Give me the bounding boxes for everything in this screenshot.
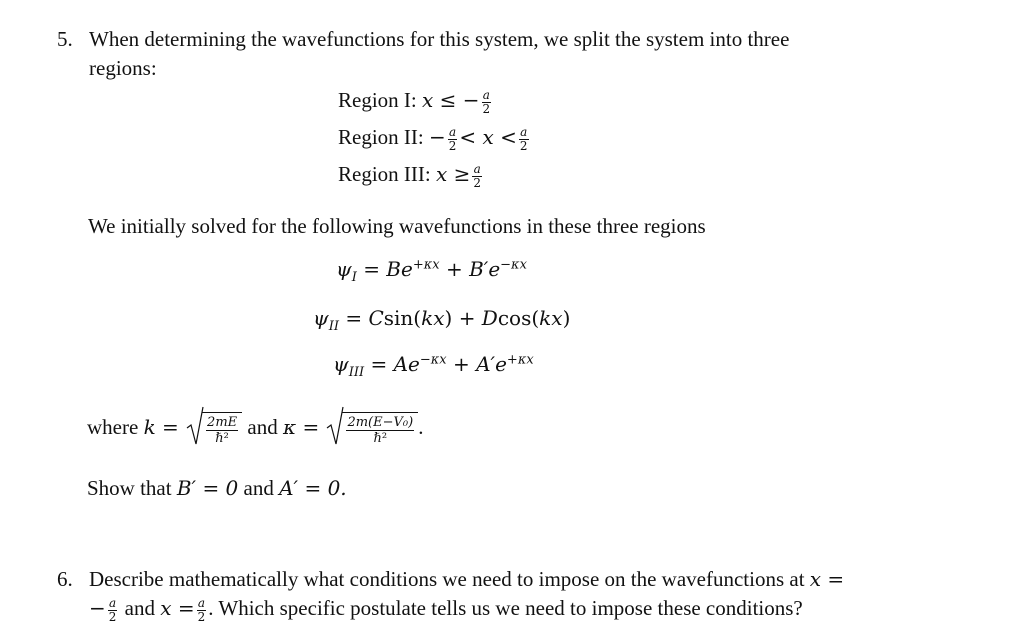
question-5-line-1: When determining the wavefunctions for this system, we split the system into three bbox=[89, 27, 790, 51]
question-5-number: 5. bbox=[57, 27, 73, 51]
question-6-line-2: − $\frac{a}{2}$ and x = $\frac{a}{2}$ . Which specific postulate tells us we need to impose these conditions? bbox=[89, 595, 803, 624]
wavefunctions-intro: We initially solved for the following wavefunctions in these three regions bbox=[88, 214, 706, 238]
question-6-line-1: Describe mathematically what conditions we need to impose on the wavefunctions at x = bbox=[89, 567, 845, 591]
wave-number-definitions: where k = $\frac{2mE}{\text{ℏ²}}$ and κ = $\frac{\text{2m(E−V₀)}}{\text{ℏ²}}$ . bbox=[87, 412, 423, 446]
sqrt-kappa: $\frac{\text{2m(E−V₀)}}{\text{ℏ²}}$ bbox=[342, 412, 418, 446]
fraction-a-over-2: $\frac{a}{2}$ bbox=[519, 124, 528, 153]
wavefunction-region-2: $\psi_{II} = Csin(kx) + Dcos(kx)$ bbox=[313, 306, 571, 334]
fraction-a-over-2: $\frac{a}{2}$ bbox=[473, 161, 482, 190]
fraction-a-over-2: $\frac{a}{2}$ bbox=[108, 595, 117, 624]
region-2-label: Region II: bbox=[338, 125, 424, 149]
and-word: and bbox=[247, 414, 278, 439]
region-2: Region II: − $\frac{a}{2}$ < x < $\frac{a}{2}$ bbox=[338, 124, 528, 153]
question-6-number: 6. bbox=[57, 567, 73, 591]
region-3: Region III: x ≥ $\frac{a}{2}$ bbox=[338, 161, 482, 190]
wavefunction-region-1: $\psi_I = Be^{+\kappa x} + B'e^{-\kappa x}$ bbox=[336, 257, 527, 285]
where-word: where bbox=[87, 414, 139, 439]
fraction-a-over-2: $\frac{a}{2}$ bbox=[448, 124, 457, 153]
show-that-statement: Show that B′ = 0 and A′ = 0. bbox=[87, 476, 347, 500]
wavefunction-region-3: $\psi_{III} = Ae^{-\kappa x} + A'e^{+\kappa x}$ bbox=[333, 352, 534, 380]
region-1: Region I: x ≤ − $\frac{a}{2}$ bbox=[338, 87, 491, 116]
region-1-label: Region I: bbox=[338, 88, 417, 112]
question-5-line-2: regions: bbox=[89, 56, 157, 80]
region-3-label: Region III: bbox=[338, 162, 431, 186]
fraction-a-over-2: $\frac{a}{2}$ bbox=[197, 595, 206, 624]
fraction-a-over-2: $\frac{a}{2}$ bbox=[482, 87, 491, 116]
sqrt-k: $\frac{2mE}{\text{ℏ²}}$ bbox=[202, 412, 242, 446]
